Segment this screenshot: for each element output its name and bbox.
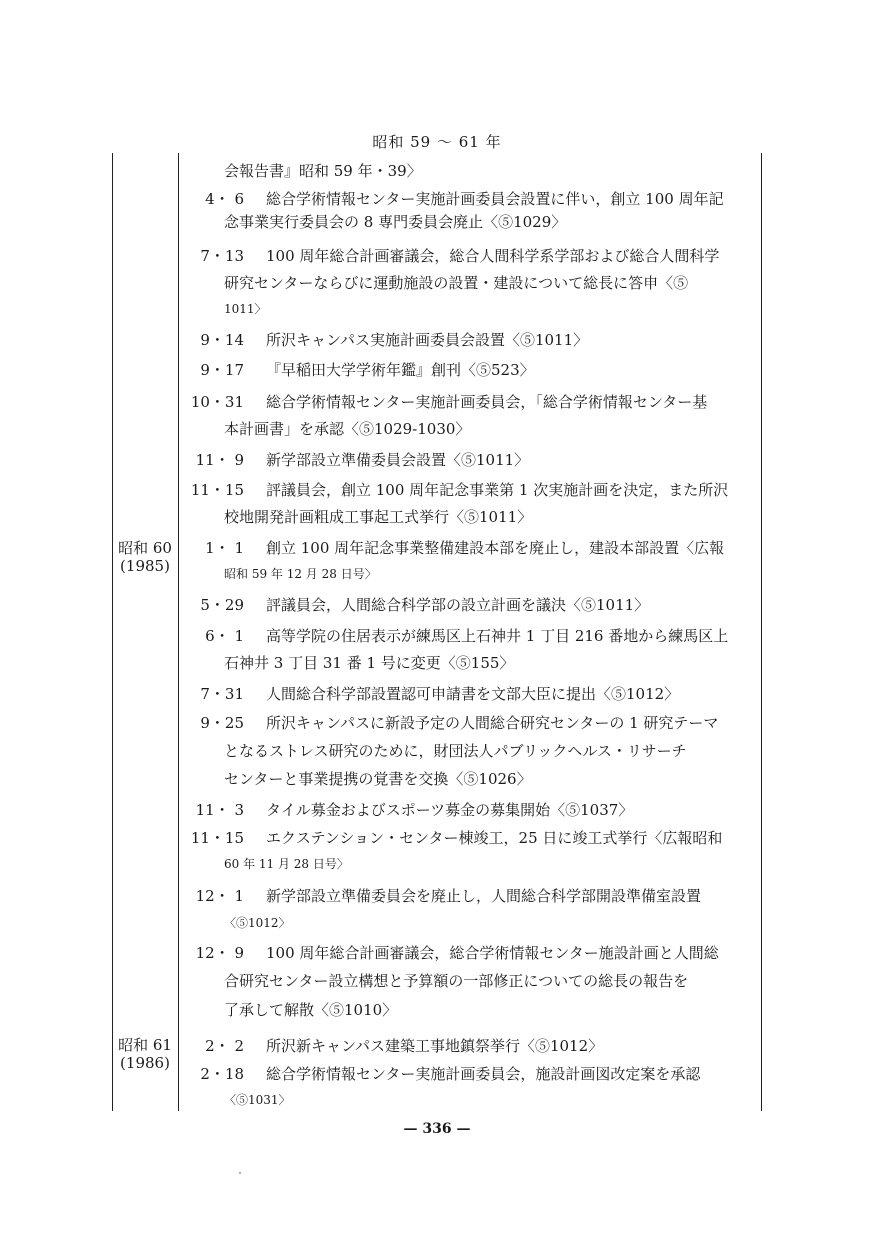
page-header: 昭和 59 〜 61 年 <box>372 133 502 151</box>
entry-date: 12・ 1 <box>195 887 244 905</box>
era-year: (1986) <box>120 1054 170 1072</box>
entry-text: 100 周年総合計画審議会，総合学術情報センター施設計画と人間総 <box>266 944 719 962</box>
entry-date: 1・ 1 <box>205 539 244 557</box>
entry-date: 9・25 <box>200 714 244 732</box>
entry-date: 5・29 <box>200 596 244 614</box>
era-showa-60 <box>112 539 178 575</box>
entry-text: 高等学院の住居表示が練馬区上石神井 1 丁目 216 番地から練馬区上 <box>266 627 729 645</box>
entry-text: となるストレス研究のために，財団法人パブリックヘルス・リサーチ <box>224 742 687 760</box>
entry-text: 本計画書」を承認〈⑤1029-1030〉 <box>224 420 471 438</box>
entry-date: 9・14 <box>200 331 244 349</box>
entry-text: 総合学術情報センター実施計画委員会設置に伴い，創立 100 周年記 <box>266 190 724 208</box>
entry-text: 合研究センター設立構想と予算額の一部修正についての総長の報告を <box>224 972 689 990</box>
entry-text: 所沢新キャンパス建築工事地鎮祭挙行〈⑤1012〉 <box>266 1037 604 1055</box>
entry-text: 100 周年総合計画審議会，総合人間科学系学部および総合人間科学 <box>266 247 720 265</box>
entry-date: 11・ 3 <box>195 801 244 819</box>
entry-text: 所沢キャンパスに新設予定の人間総合研究センターの 1 研究テーマ <box>266 714 719 732</box>
entry-date: 11・ 9 <box>195 451 244 469</box>
entry-text: 会報告書』昭和 59 年・39〉 <box>224 162 422 180</box>
era-name: 昭和 60 <box>118 539 172 557</box>
entry-text: 人間総合科学部設置認可申請書を文部大臣に提出〈⑤1012〉 <box>266 685 680 703</box>
entry-text: 評議員会，人間総合科学部の設立計画を議決〈⑤1011〉 <box>266 596 650 614</box>
entry-date: 6・ 1 <box>205 627 244 645</box>
entry-text: 了承して解散〈⑤1010〉 <box>224 1001 398 1019</box>
scan-speck <box>239 1172 241 1174</box>
entry-date: 2・18 <box>200 1065 244 1083</box>
entry-date: 7・31 <box>200 685 244 703</box>
era-year: (1985) <box>120 557 170 575</box>
table-left-border <box>112 153 113 1111</box>
entry-date: 11・15 <box>190 481 244 499</box>
chronology-table <box>112 153 762 1111</box>
entry-text: 所沢キャンパス実施計画委員会設置〈⑤1011〉 <box>266 331 589 349</box>
era-showa-61 <box>112 1036 178 1072</box>
entry-text: 石神井 3 丁目 31 番 1 号に変更〈⑤155〉 <box>224 654 515 672</box>
entry-text: 評議員会，創立 100 周年記念事業第 1 次実施計画を決定，また所沢 <box>266 481 729 499</box>
entry-date: 2・ 2 <box>205 1037 244 1055</box>
entry-text: エクステンション・センター棟竣工，25 日に竣工式挙行〈広報昭和 <box>266 829 723 847</box>
entry-text: 60 年 11 月 28 日号〉 <box>224 857 349 871</box>
entry-text: 〈⑤1031〉 <box>224 1093 291 1107</box>
entry-date: 12・ 9 <box>195 944 244 962</box>
entry-text: 校地開発計画粗成工事起工式挙行〈⑤1011〉 <box>224 508 533 526</box>
entry-text: 1011〉 <box>224 302 267 316</box>
entry-text: 総合学術情報センター実施計画委員会，「総合学術情報センター基 <box>266 393 708 411</box>
entry-text: 昭和 59 年 12 月 28 日号〉 <box>224 567 377 581</box>
era-name: 昭和 61 <box>118 1036 172 1054</box>
entry-date: 7・13 <box>200 247 244 265</box>
page-number: — 336 — <box>403 1121 471 1137</box>
entry-text: センターと事業提携の覚書を交換〈⑤1026〉 <box>224 770 532 788</box>
entry-text: 念事業実行委員会の 8 専門委員会廃止〈⑤1029〉 <box>224 213 567 231</box>
entry-date: 9・17 <box>200 361 244 379</box>
entry-date: 4・ 6 <box>205 190 244 208</box>
entry-date: 11・15 <box>190 829 244 847</box>
table-right-border <box>761 153 762 1111</box>
entry-text: 総合学術情報センター実施計画委員会，施設計画図改定案を承認 <box>266 1065 701 1083</box>
entry-text: 創立 100 周年記念事業整備建設本部を廃止し，建設本部設置〈広報 <box>266 539 725 557</box>
entry-text: 新学部設立準備委員会を廃止し，人間総合科学部開設準備室設置 <box>266 887 702 905</box>
entry-text: 研究センターならびに運動施設の設置・建設について総長に答申〈⑤ <box>224 274 689 292</box>
table-column-divider <box>178 153 179 1111</box>
entry-text: 新学部設立準備委員会設置〈⑤1011〉 <box>266 451 530 469</box>
entry-text: タイル募金およびスポーツ募金の募集開始〈⑤1037〉 <box>266 801 634 819</box>
entry-text: 『早稲田大学学術年鑑』創刊〈⑤523〉 <box>266 361 535 379</box>
entry-date: 10・31 <box>190 393 244 411</box>
entry-text: 〈⑤1012〉 <box>224 916 291 930</box>
